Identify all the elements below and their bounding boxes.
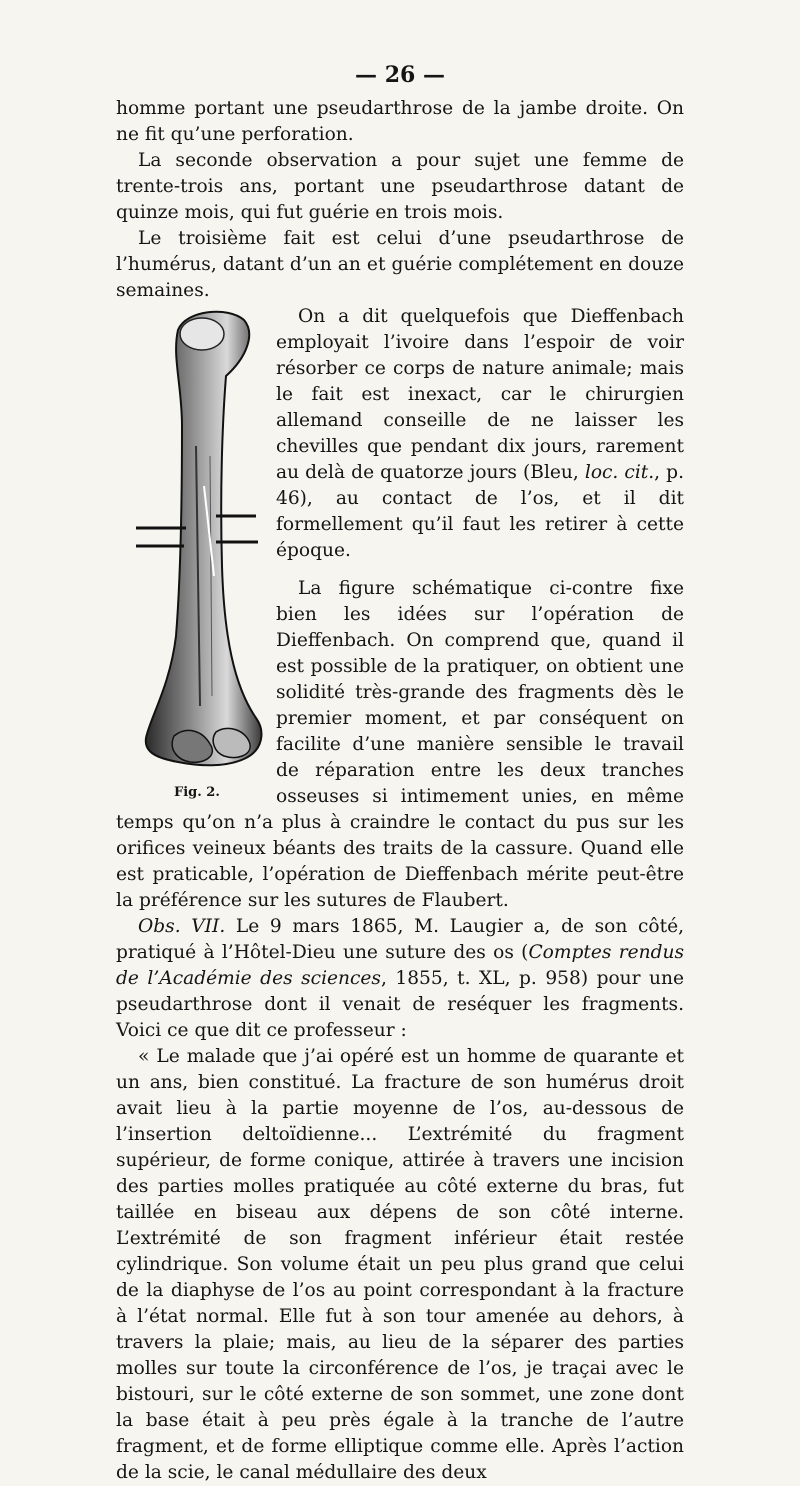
paragraph-2: La seconde observation a pour sujet une femme de trente-trois ans, portant une pseudarthrose datant de quinze mois, qui fut guérie en trois mois. (116, 150, 684, 223)
p6-italic: Comptes rendus de l’Académie des sciences (116, 942, 684, 989)
p4-text-a: On a dit quelquefois que Dieffenbach employait l’ivoire dans l’espoir de voir résorber ce corps de nature animale; mais le fait est inexact, car le chirurgien allemand conseille de ne laisser les chevilles que pendant dix jours, rarement au delà de quatorze jours (Bleu, (276, 306, 684, 483)
paragraph-6 (116, 914, 684, 1044)
paragraph-7: « Le malade que j’ai opéré est un homme de quarante et un ans, bien constitué. La fracture de son humérus droit avait lieu à la partie moyenne de l’os, au-dessous de l’insertion deltoïdienne... L’extrémité du fragment supérieur, de forme conique, attirée à travers une incision des parties molles pratiquée au côté externe du bras, fut taillée en biseau aux dépens de son côté interne. L’extrémité de son fragment inférieur était restée cylindrique. Son volume était un peu plus grand que celui de la diaphyse de l’os au point correspondant à la fracture à l’état normal. Elle fut à son tour amenée au dehors, à travers la plaie; mais, au lieu de la séparer des parties molles sur toute la circonférence de l’os, je traçai avec le bistouri, sur le côté externe de son sommet, une zone dont la base était à peu près égale à la tranche de l’autre fragment, et de forme elliptique comme elle. Après l’action de la scie, le canal médullaire des deux (116, 1046, 684, 1483)
paragraph-1: homme portant une pseudarthrose de la jambe droite. On ne fit qu’une perforation. (116, 98, 684, 145)
p6-text-b: , 1855, t. XL, p. 958) pour une pseudarthrose dont il venait de reséquer les fragments. Voici ce que dit ce professeur : (116, 968, 684, 1041)
humerus-illustration (116, 306, 268, 786)
figure-humerus (116, 306, 268, 810)
figure-caption: Fig. 2. (174, 785, 220, 800)
paragraph-3: Le troisième fait est celui d’une pseudarthrose de l’humérus, datant d’un an et guérie complétement en douze semaines. (116, 228, 684, 301)
p4-text-b: , p. 46), au contact de l’os, et il dit formellement qu’il faut les retirer à cette époque. (276, 462, 684, 561)
observation-label: Obs. VII. (138, 916, 226, 937)
page-number: — 26 — (355, 62, 445, 88)
p4-italic: loc. cit. (584, 462, 655, 483)
body-text (116, 96, 684, 1486)
p6-text-a: Le 9 mars 1865, M. Laugier a, de son côté, pratiqué à l’Hôtel-Dieu une suture des os ( (116, 916, 684, 963)
bottom-text (116, 914, 684, 1486)
paragraph-5: La figure schématique ci-contre fixe bien les idées sur l’opération de Dieffenbach. On comprend que, quand il est possible de la pratiquer, on obtient une solidité très-grande des fragments dès le premier moment, et par conséquent on facilite d’une manière sensible le travail de réparation entre les deux tranches osseuses si intimement unies, en même temps qu’on n’a plus à craindre le contact du pus sur les orifices veineux béants des traits de la cassure. Quand elle est praticable, l’opération de Dieffenbach mérite peut-être la préférence sur les sutures de Flaubert. (116, 578, 684, 911)
